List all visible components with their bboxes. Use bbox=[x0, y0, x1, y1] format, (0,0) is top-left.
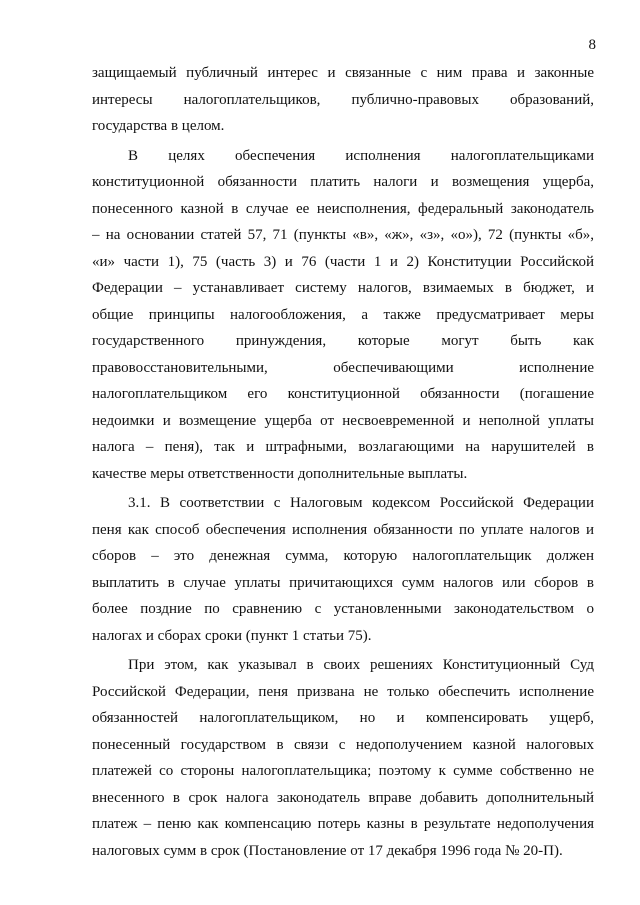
paragraph bbox=[92, 143, 594, 488]
text-line: правовосстановительными, обеспечивающими исполнение bbox=[92, 359, 594, 376]
page-number: 8 bbox=[588, 37, 596, 53]
text-line: платежей со стороны налогоплательщика; поэтому к сумме собственно не bbox=[92, 763, 594, 779]
text-line: общие принципы налогообложения, а также предусматривает меры bbox=[92, 306, 594, 323]
text-line: налогах и сборах сроки (пункт 1 статьи 75). bbox=[92, 627, 372, 644]
text-line: государственного принуждения, которые могут быть как bbox=[92, 333, 594, 349]
text-line: пеня как способ обеспечения исполнения обязанности по уплате налогов и bbox=[92, 521, 594, 538]
text-line: конституционной обязанности платить налоги и возмещения ущерба, bbox=[92, 174, 594, 190]
text-line: налогоплательщиком его конституционной обязанности (погашение bbox=[92, 386, 594, 402]
text-line: – на основании статей 57, 71 (пункты «в», «ж», «з», «о»), 72 (пункты «б», bbox=[92, 227, 594, 243]
text-line: В целях обеспечения исполнения налогоплательщиками bbox=[128, 147, 594, 164]
text-line: 3.1. В соответствии с Налоговым кодексом Российской Федерации bbox=[128, 495, 594, 511]
text-line: защищаемый публичный интерес и связанные с ним права и законные bbox=[92, 65, 594, 81]
paragraph bbox=[92, 652, 594, 864]
text-line: платеж – пеню как компенсацию потерь казны в результате недополучения bbox=[92, 816, 594, 832]
text-line: качестве меры ответственности дополнительные выплаты. bbox=[92, 465, 468, 482]
document-body bbox=[92, 60, 594, 864]
paragraph bbox=[92, 60, 594, 140]
text-line: внесенного в срок налога законодатель вправе добавить дополнительный bbox=[92, 789, 594, 806]
text-line: Федерации – устанавливает систему налогов, взимаемых в бюджет, и bbox=[92, 280, 594, 296]
text-line: «и» части 1), 75 (часть 3) и 76 (части 1 и 2) Конституции Российской bbox=[92, 253, 594, 270]
text-line: интересы налогоплательщиков, публично-правовых образований, bbox=[92, 91, 594, 108]
text-line: налога – пеня), так и штрафными, возлагающими на нарушителей в bbox=[92, 439, 594, 455]
text-line: Российской Федерации, пеня призвана не только обеспечить исполнение bbox=[92, 683, 594, 700]
text-line: При этом, как указывал в своих решениях Конституционный Суд bbox=[128, 657, 594, 673]
text-line: государства в целом. bbox=[92, 118, 225, 134]
text-line: обязанностей налогоплательщиком, но и компенсировать ущерб, bbox=[92, 710, 594, 726]
text-line: сборов – это денежная сумма, которую налогоплательщик должен bbox=[92, 548, 594, 564]
text-line: недоимки и возмещение ущерба от несвоевременной и неполной уплаты bbox=[92, 412, 594, 429]
text-line: выплатить в случае уплаты причитающихся сумм налогов или сборов в bbox=[92, 574, 594, 591]
text-line: понесенный государством в связи с недополучением казной налоговых bbox=[92, 736, 594, 753]
text-line: налоговых сумм в срок (Постановление от 17 декабря 1996 года № 20-П). bbox=[92, 842, 563, 859]
text-line: понесенного казной в случае ее неисполнения, федеральный законодатель bbox=[92, 200, 594, 217]
paragraph bbox=[92, 490, 594, 649]
text-line: более поздние по сравнению с установленными законодательством о bbox=[92, 601, 594, 617]
